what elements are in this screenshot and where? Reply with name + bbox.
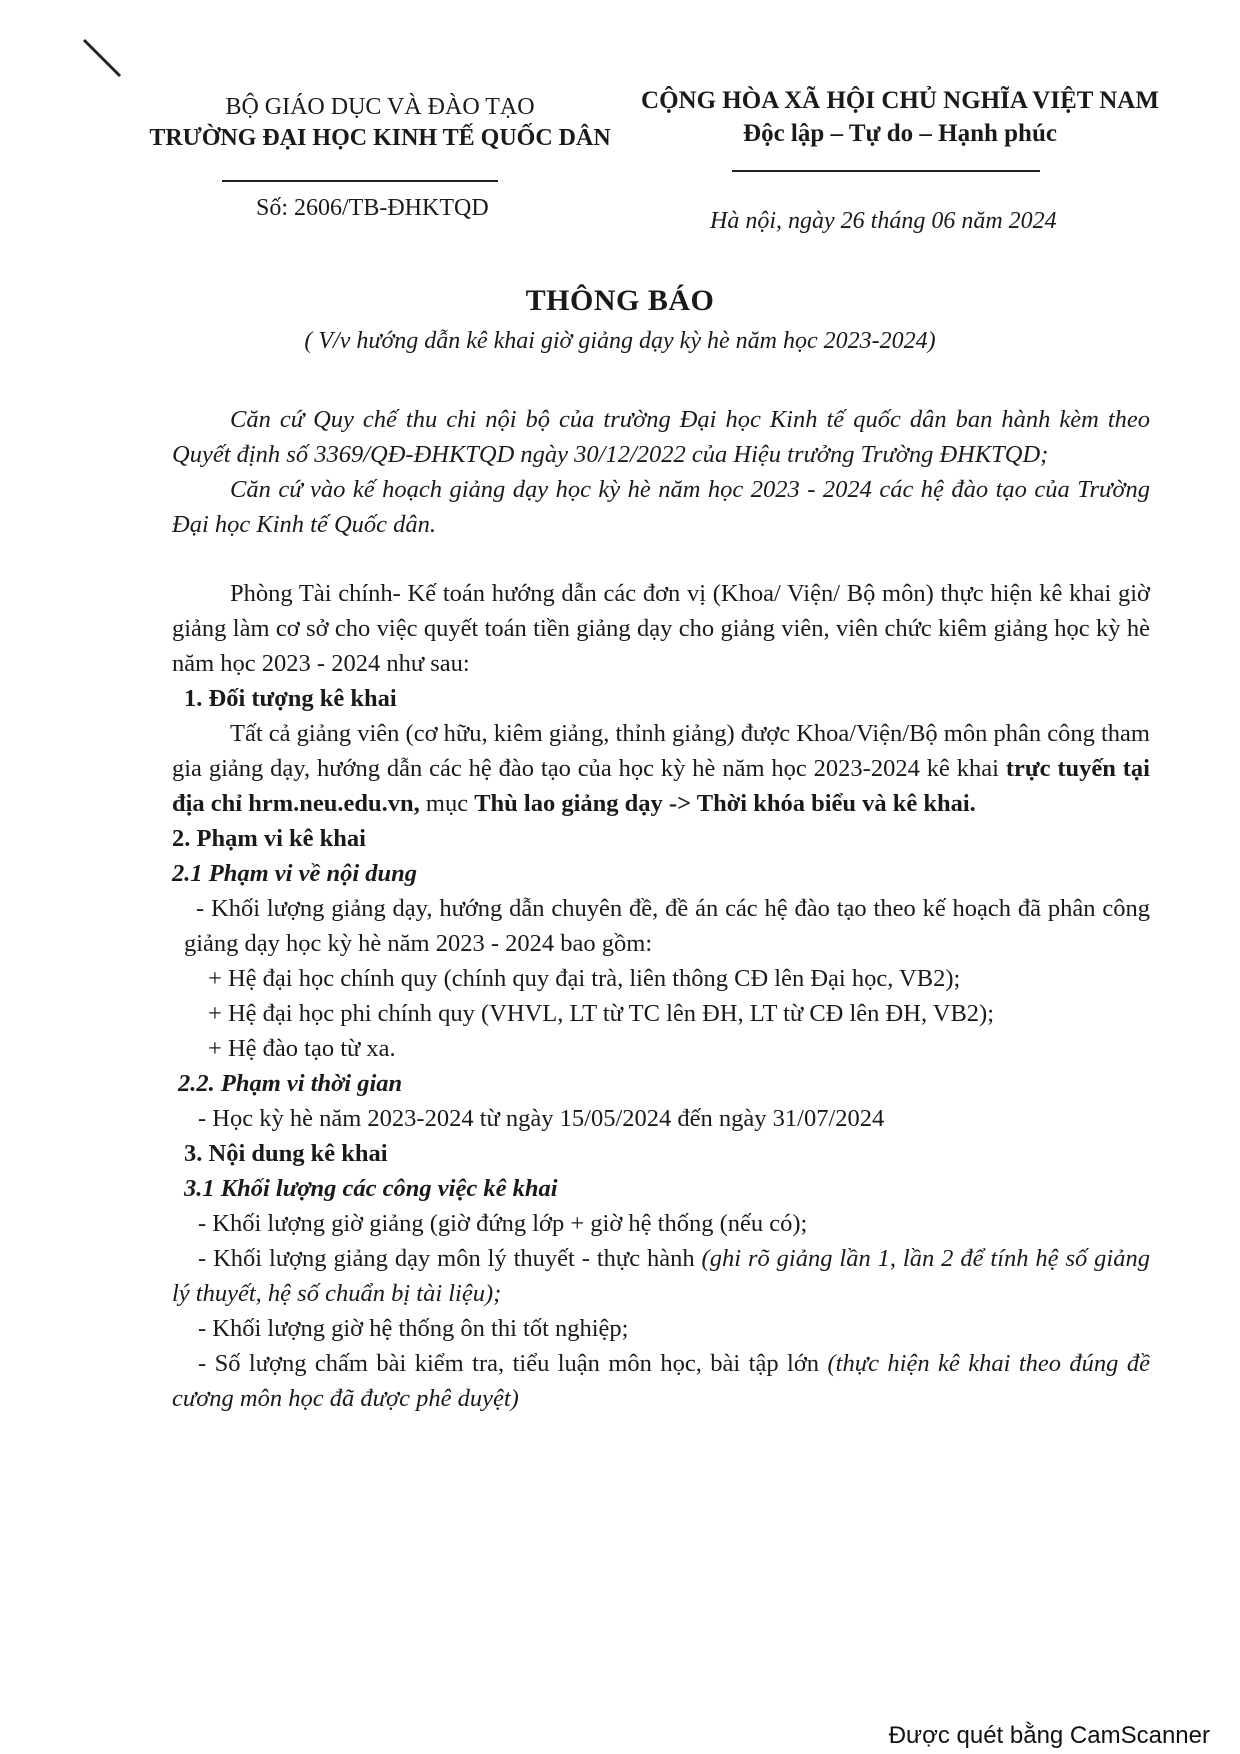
document-number: Số: 2606/TB-ĐHKTQD: [256, 195, 489, 221]
section-2-1-line: - Khối lượng giảng dạy, hướng dẫn chuyên đề, đề án các hệ đào tạo theo kế hoạch đã phân công giảng dạy học kỳ hè năm 2023 - 2024 bao gồm:: [184, 895, 1150, 957]
document-body: [172, 402, 1150, 1416]
section-2-2-heading: 2.2. Phạm vi thời gian: [178, 1070, 403, 1097]
intro-paragraph: Phòng Tài chính- Kế toán hướng dẫn các đơn vị (Khoa/ Viện/ Bộ môn) thực hiện kê khai giờ giảng làm cơ sở cho việc quyết toán tiền giảng dạy cho giảng viên, viên chức kiêm giảng học kỳ hè năm học 2023 - 2024 như sau:: [172, 580, 1150, 677]
document-subtitle: ( V/v hướng dẫn kê khai giờ giảng dạy kỳ hè năm học 2023-2024): [304, 328, 936, 354]
section-3-1-line-2: [172, 1241, 1150, 1311]
document-date: Hà nội, ngày 26 tháng 06 năm 2024: [710, 208, 1057, 234]
section-3-1-line-4: [172, 1346, 1150, 1416]
section-3-1-heading: 3.1 Khối lượng các công việc kê khai: [184, 1175, 558, 1202]
scanner-watermark: Được quét bằng CamScanner: [888, 1722, 1210, 1749]
section-3-1-line-3: - Khối lượng giờ hệ thống ôn thi tốt nghiệp;: [198, 1315, 629, 1342]
section-1-menu-path: Thù lao giảng dạy -> Thời khóa biểu và kê khai.: [474, 790, 976, 817]
section-2-1-heading: 2.1 Phạm vi về nội dung: [172, 860, 418, 887]
issuer-underline: [222, 180, 498, 182]
national-motto: Độc lập – Tự do – Hạnh phúc: [743, 120, 1057, 147]
section-2-heading: 2. Phạm vi kê khai: [172, 825, 366, 852]
section-3-1-line-2-note: (ghi rõ giảng lần 1, lần 2 để tính hệ số giảng lý thuyết, hệ số chuẩn bị tài liệu);: [172, 1245, 1150, 1307]
issuer-block: [110, 92, 650, 154]
document-title: THÔNG BÁO: [525, 284, 715, 317]
section-3-heading: 3. Nội dung kê khai: [184, 1140, 388, 1167]
motto-underline: [732, 170, 1040, 172]
section-2-1-item-3: + Hệ đào tạo từ xa.: [208, 1035, 396, 1062]
basis-paragraph-2: Căn cứ vào kế hoạch giảng dạy học kỳ hè năm học 2023 - 2024 các hệ đào tạo của Trường Đại học Kinh tế Quốc dân.: [172, 476, 1150, 538]
section-2-1-item-2: + Hệ đại học phi chính quy (VHVL, LT từ TC lên ĐH, LT từ CĐ lên ĐH, VB2);: [208, 1000, 994, 1027]
national-heading: [620, 84, 1180, 150]
republic-name: CỘNG HÒA XÃ HỘI CHỦ NGHĨA VIỆT NAM: [641, 87, 1159, 114]
ministry-name: BỘ GIÁO DỤC VÀ ĐÀO TẠO: [225, 94, 535, 120]
section-1-text-c: mục: [419, 790, 475, 817]
section-1-text: [172, 716, 1150, 821]
section-1-address: trực tuyến tại địa chỉ hrm.neu.edu.vn,: [172, 755, 1150, 817]
section-2-2-line: - Học kỳ hè năm 2023-2024 từ ngày 15/05/2024 đến ngày 31/07/2024: [198, 1105, 885, 1132]
university-name: TRƯỜNG ĐẠI HỌC KINH TẾ QUỐC DÂN: [149, 125, 611, 151]
section-3-1-line-1: - Khối lượng giờ giảng (giờ đứng lớp + giờ hệ thống (nếu có);: [198, 1210, 808, 1237]
scan-corner-mark: [80, 36, 128, 84]
section-3-1-line-4-text: - Số lượng chấm bài kiểm tra, tiểu luận môn học, bài tập lớn: [198, 1350, 828, 1377]
basis-paragraph-1: Căn cứ Quy chế thu chi nội bộ của trường Đại học Kinh tế quốc dân ban hành kèm theo Quyết định số 3369/QĐ-ĐHKTQD ngày 30/12/2022 của Hiệu trưởng Trường ĐHKTQD;: [172, 406, 1150, 468]
section-1-heading: 1. Đối tượng kê khai: [184, 685, 397, 712]
section-3-1-line-4-note: (thực hiện kê khai theo đúng đề cương môn học đã được phê duyệt): [172, 1350, 1150, 1412]
section-3-1-line-2-text: - Khối lượng giảng dạy môn lý thuyết - thực hành: [198, 1245, 702, 1272]
section-2-1-item-1: + Hệ đại học chính quy (chính quy đại trà, liên thông CĐ lên Đại học, VB2);: [208, 965, 961, 992]
section-1-text-a: Tất cả giảng viên (cơ hữu, kiêm giảng, thỉnh giảng) được Khoa/Viện/Bộ môn phân công tham gia giảng dạy, hướng dẫn các hệ đào tạo của học kỳ hè năm học 2023-2024 kê khai: [172, 720, 1150, 782]
